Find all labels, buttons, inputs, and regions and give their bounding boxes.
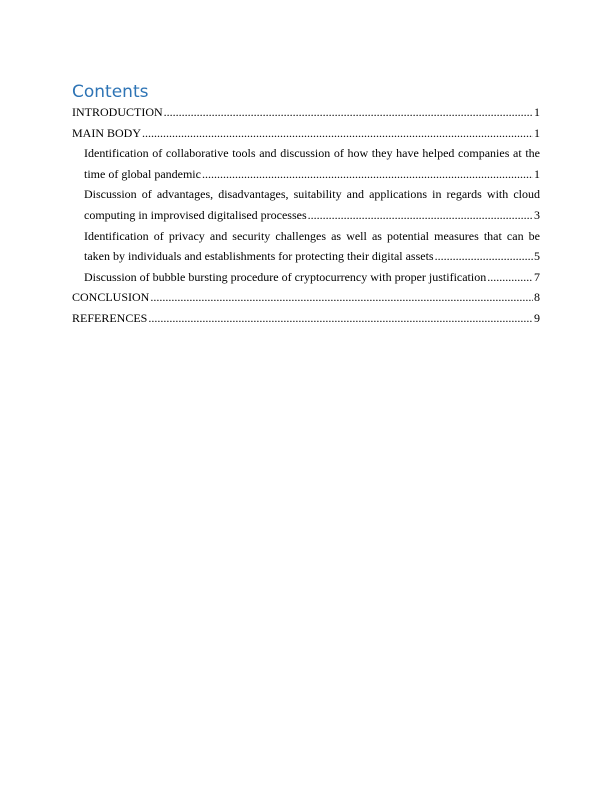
toc-entry-page: 8 <box>534 290 540 305</box>
toc-entry-page: 5 <box>534 249 540 264</box>
dot-leader <box>435 246 533 267</box>
toc-entry-page: 1 <box>534 105 540 119</box>
toc-entry-conclusion[interactable] <box>72 287 540 308</box>
toc-entry-page: 1 <box>534 125 540 140</box>
toc-entry-page: 9 <box>534 310 540 325</box>
toc-entry-label-line: computing in improvised digitalised processes <box>84 207 307 222</box>
toc-entry-label: Discussion of bubble bursting procedure of cryptocurrency with proper justification <box>84 269 487 284</box>
toc-list <box>72 102 540 329</box>
toc-entry-main-body[interactable] <box>72 123 540 144</box>
toc-entry-page: 1 <box>534 166 540 181</box>
dot-leader <box>148 308 533 329</box>
dot-leader <box>150 287 533 308</box>
dot-leader <box>487 267 533 288</box>
dot-leader <box>164 102 533 123</box>
toc-entry-cloud-computing[interactable] <box>72 184 540 225</box>
toc-entry-label-line: Discussion of advantages, disadvantages, suitability and applications in regards with cloud <box>84 187 540 202</box>
dot-leader <box>308 205 533 226</box>
toc-entry-label: CONCLUSION <box>72 290 150 305</box>
toc-entry-cryptocurrency[interactable] <box>72 267 540 288</box>
toc-entry-collaborative-tools[interactable] <box>72 143 540 184</box>
dot-leader <box>142 123 533 144</box>
toc-entry-label: INTRODUCTION <box>72 105 163 119</box>
toc-entry-page: 3 <box>534 207 540 222</box>
toc-entry-label-line: taken by individuals and establishments for protecting their digital assets <box>84 249 434 264</box>
toc-entry-references[interactable] <box>72 308 540 329</box>
toc-entry-page: 7 <box>534 269 540 284</box>
toc-entry-label-line: Identification of privacy and security challenges as well as potential measures that can be <box>84 228 540 243</box>
toc-entry-label-line: Identification of collaborative tools and discussion of how they have helped companies at the <box>84 146 540 161</box>
toc-entry-introduction[interactable] <box>72 102 540 123</box>
toc-entry-label: MAIN BODY <box>72 125 141 140</box>
document-page <box>72 82 540 329</box>
toc-title: Contents <box>72 82 149 102</box>
toc-entry-label-line: time of global pandemic <box>84 166 201 181</box>
dot-leader <box>202 164 533 185</box>
toc-entry-privacy-security[interactable] <box>72 226 540 267</box>
toc-entry-label: REFERENCES <box>72 310 148 325</box>
